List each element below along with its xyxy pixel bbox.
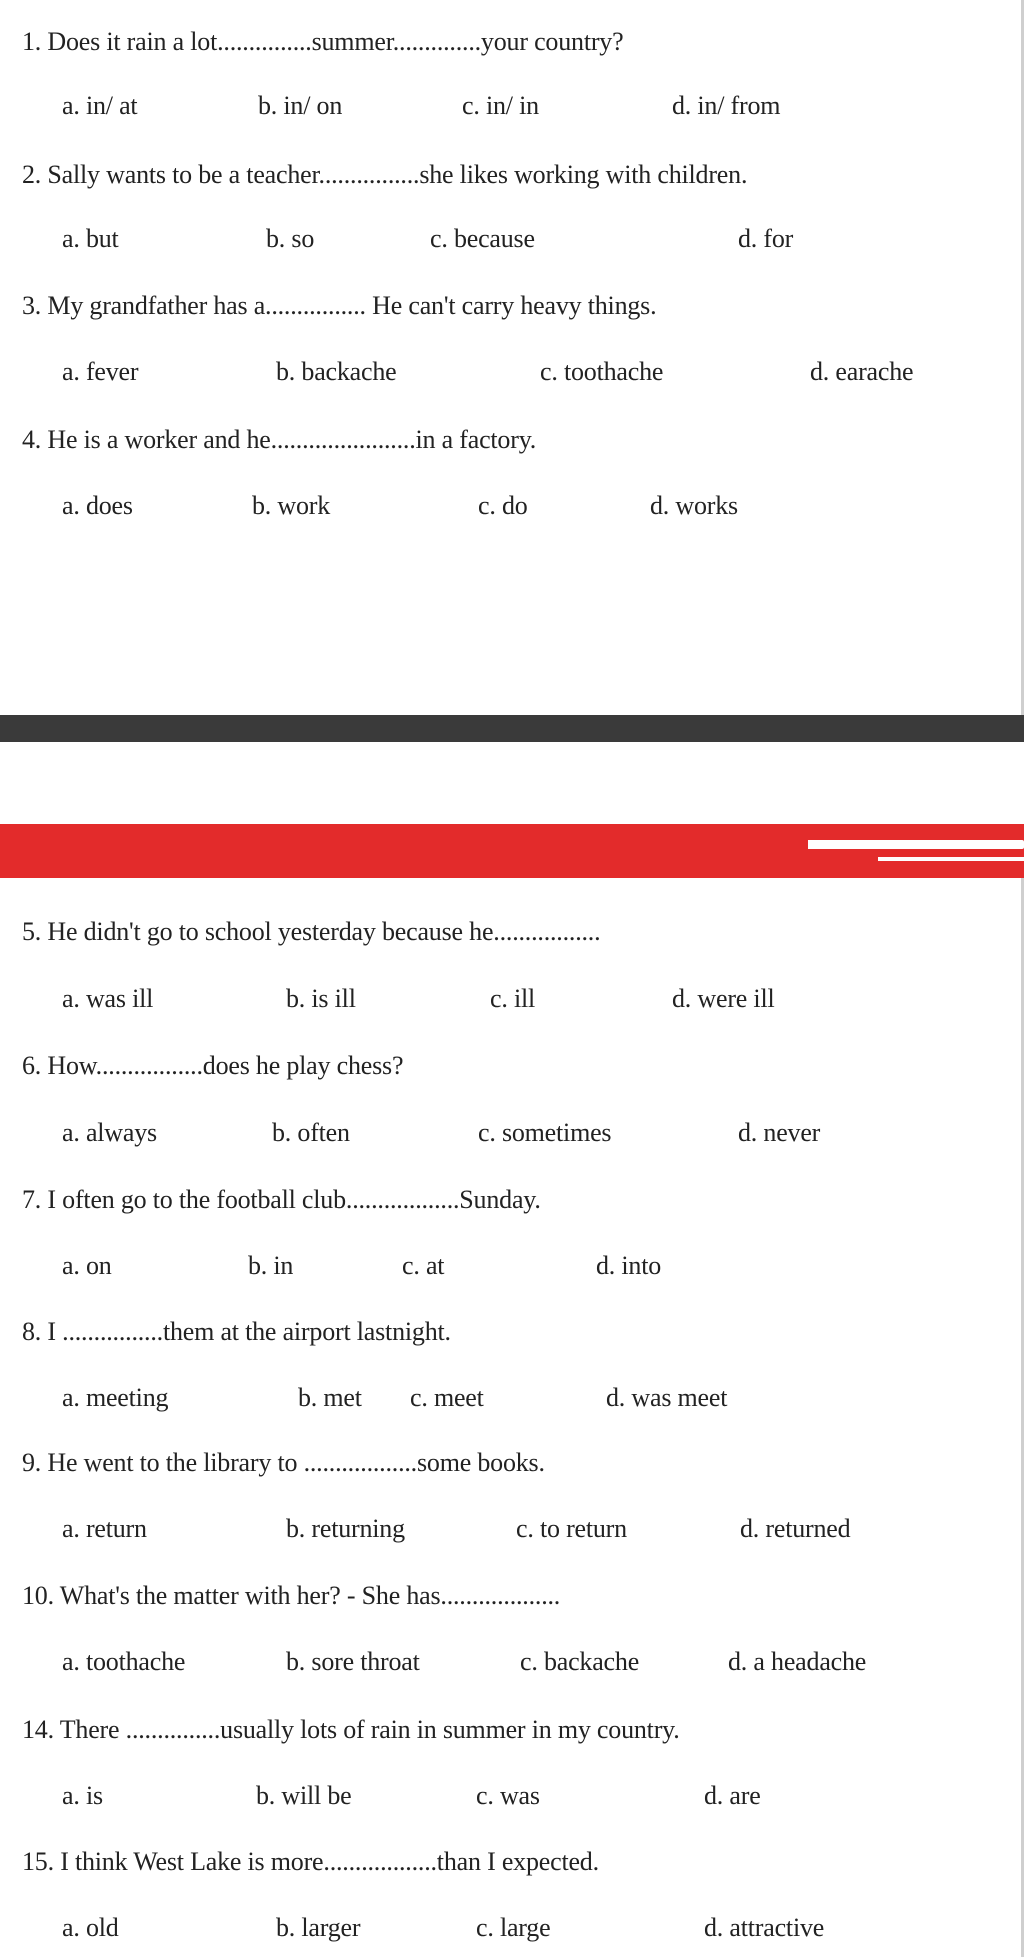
- option-1d: d. in/ from: [672, 91, 781, 120]
- option-9b: b. returning: [286, 1514, 405, 1543]
- question-7: 7. I often go to the football club..................Sunday.: [22, 1185, 541, 1214]
- decorative-red-band: [0, 824, 1024, 878]
- option-10b: b. sore throat: [286, 1647, 420, 1676]
- page-divider-dark: [0, 715, 1024, 742]
- option-3d: d. earache: [810, 357, 914, 386]
- decorative-stripe: [808, 840, 1024, 849]
- option-4a: a. does: [62, 491, 133, 520]
- decorative-stripe: [878, 857, 1024, 861]
- option-4d: d. works: [650, 491, 738, 520]
- option-2b: b. so: [266, 224, 315, 253]
- question-14: 14. There ...............usually lots of rain in summer in my country.: [22, 1715, 680, 1744]
- option-15b: b. larger: [276, 1913, 361, 1942]
- option-14b: b. will be: [256, 1781, 352, 1810]
- option-15d: d. attractive: [704, 1913, 825, 1942]
- question-5: 5. He didn't go to school yesterday because he.................: [22, 917, 601, 946]
- option-3a: a. fever: [62, 357, 139, 386]
- option-4b: b. work: [252, 491, 331, 520]
- question-3: 3. My grandfather has a................ He can't carry heavy things.: [22, 291, 657, 320]
- option-8c: c. meet: [410, 1383, 484, 1412]
- option-8b: b. met: [298, 1383, 362, 1412]
- option-10c: c. backache: [520, 1647, 640, 1676]
- option-2c: c. because: [430, 224, 535, 253]
- option-14d: d. are: [704, 1781, 761, 1810]
- option-7b: b. in: [248, 1251, 294, 1280]
- option-6b: b. often: [272, 1118, 350, 1147]
- question-6: 6. How.................does he play chess?: [22, 1051, 404, 1080]
- option-3b: b. backache: [276, 357, 397, 386]
- option-2d: d. for: [738, 224, 794, 253]
- option-14a: a. is: [62, 1781, 103, 1810]
- question-4: 4. He is a worker and he.......................in a factory.: [22, 425, 537, 454]
- option-6a: a. always: [62, 1118, 157, 1147]
- option-1c: c. in/ in: [462, 91, 539, 120]
- option-7a: a. on: [62, 1251, 112, 1280]
- option-5d: d. were ill: [672, 984, 775, 1013]
- question-9: 9. He went to the library to ..................some books.: [22, 1448, 545, 1477]
- option-1b: b. in/ on: [258, 91, 343, 120]
- option-4c: c. do: [478, 491, 528, 520]
- option-8d: d. was meet: [606, 1383, 728, 1412]
- option-7c: c. at: [402, 1251, 445, 1280]
- option-9d: d. returned: [740, 1514, 851, 1543]
- option-9c: c. to return: [516, 1514, 627, 1543]
- option-3c: c. toothache: [540, 357, 664, 386]
- option-15c: c. large: [476, 1913, 551, 1942]
- question-2: 2. Sally wants to be a teacher................she likes working with children.: [22, 160, 748, 189]
- option-7d: d. into: [596, 1251, 662, 1280]
- option-6d: d. never: [738, 1118, 821, 1147]
- option-14c: c. was: [476, 1781, 540, 1810]
- option-5c: c. ill: [490, 984, 536, 1013]
- option-5a: a. was ill: [62, 984, 154, 1013]
- option-15a: a. old: [62, 1913, 119, 1942]
- question-1: 1. Does it rain a lot...............summer..............your country?: [22, 27, 624, 56]
- option-1a: a. in/ at: [62, 91, 138, 120]
- question-8: 8. I ................them at the airport lastnight.: [22, 1317, 451, 1346]
- option-2a: a. but: [62, 224, 119, 253]
- question-15: 15. I think West Lake is more..................than I expected.: [22, 1847, 599, 1876]
- question-10: 10. What's the matter with her? - She has...................: [22, 1581, 561, 1610]
- option-10a: a. toothache: [62, 1647, 186, 1676]
- option-5b: b. is ill: [286, 984, 356, 1013]
- option-9a: a. return: [62, 1514, 147, 1543]
- option-10d: d. a headache: [728, 1647, 867, 1676]
- page-gap: [0, 742, 1024, 824]
- option-8a: a. meeting: [62, 1383, 169, 1412]
- option-6c: c. sometimes: [478, 1118, 612, 1147]
